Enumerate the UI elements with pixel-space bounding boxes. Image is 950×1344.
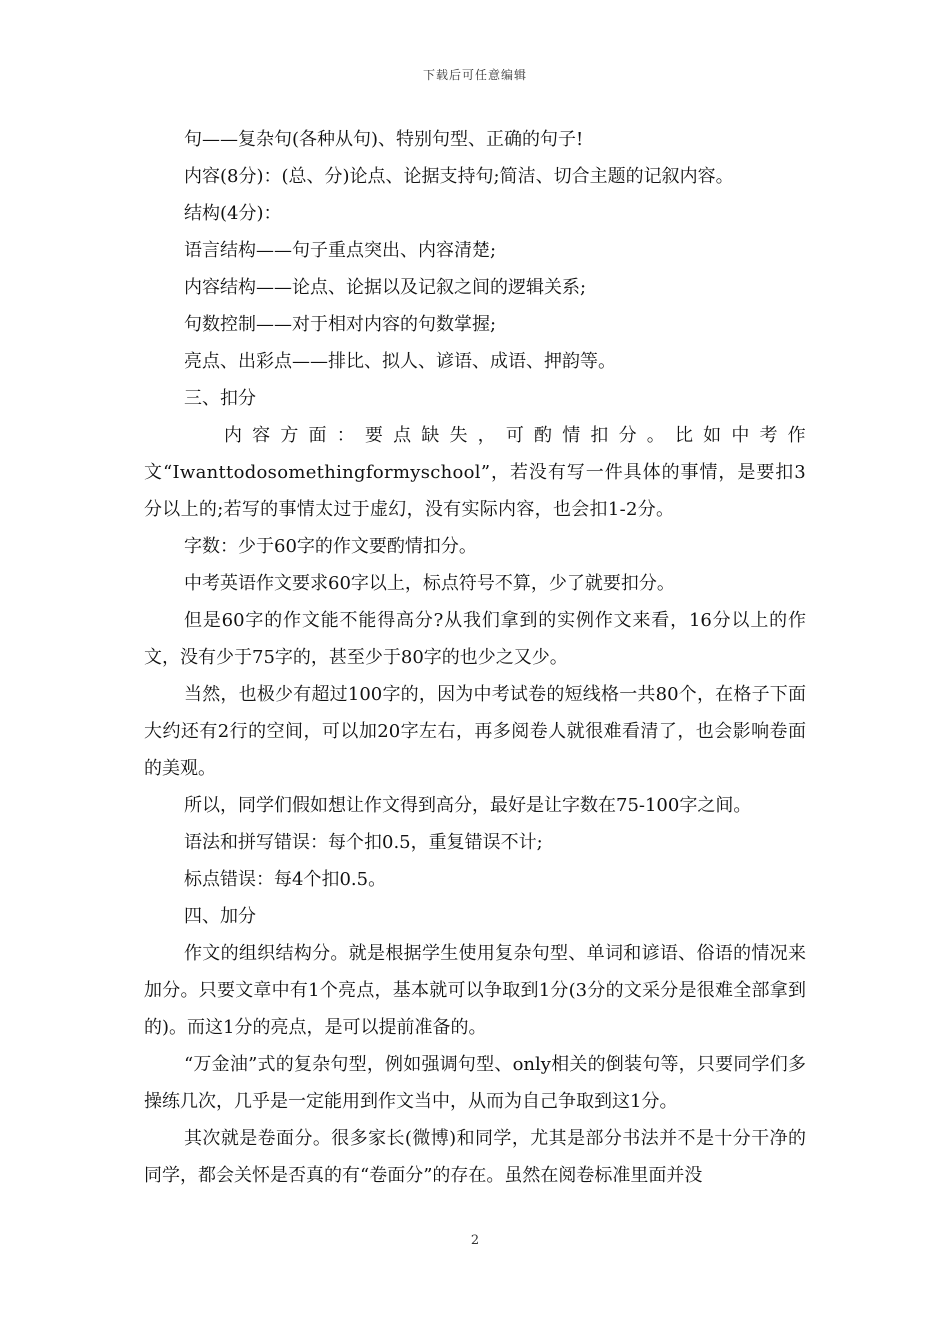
section-heading: 三、扣分	[184, 388, 256, 409]
paragraph: 语法和拼写错误：每个扣0.5，重复错误不计;	[184, 832, 543, 853]
paragraph: 作文的组织结构分。就是根据学生使用复杂句型、单词和谚语、俗语的情况来加分。只要文章中有1个亮点，基本就可以争取到1分(3分的文采分是很难全部拿到的)。而这1分的亮点，是可以提前准备的。	[144, 943, 806, 1038]
paragraph: 语言结构——句子重点突出、内容清楚;	[184, 240, 497, 261]
document-body	[144, 121, 806, 1194]
paragraph: 标点错误：每4个扣0.5。	[184, 869, 387, 890]
page-number: 2	[470, 1233, 480, 1248]
paragraph: 但是60字的作文能不能得高分?从我们拿到的实例作文来看，16分以上的作文，没有少于75字的，甚至少于80字的也少之又少。	[144, 610, 806, 668]
paragraph: 句——复杂句(各种从句)、特别句型、正确的句子!	[184, 129, 584, 150]
paragraph: 所以，同学们假如想让作文得到高分，最好是让字数在75-100字之间。	[184, 795, 752, 816]
paragraph: 当然，也极少有超过100字的，因为中考试卷的短线格一共80个，在格子下面大约还有2行的空间，可以加20字左右，再多阅卷人就很难看清了，也会影响卷面的美观。	[144, 684, 806, 779]
paragraph: 其次就是卷面分。很多家长(微博)和同学，尤其是部分书法并不是十分干净的同学，都会关怀是否真的有“卷面分”的存在。虽然在阅卷标准里面并没	[144, 1128, 806, 1186]
paragraph: 结构(4分)：	[184, 203, 282, 224]
paragraph: “万金油”式的复杂句型，例如强调句型、only相关的倒装句等，只要同学们多操练几次，几乎是一定能用到作文当中，从而为自己争取到这1分。	[144, 1054, 806, 1112]
paragraph: 字数：少于60字的作文要酌情扣分。	[184, 536, 477, 557]
paragraph: 内容(8分)：(总、分)论点、论据支持句;简洁、切合主题的记叙内容。	[184, 166, 734, 187]
page-header: 下载后可任意编辑	[422, 68, 527, 82]
paragraph: 内容结构——论点、论据以及记叙之间的逻辑关系;	[184, 277, 587, 298]
section-heading: 四、加分	[184, 906, 256, 927]
paragraph: 句数控制——对于相对内容的句数掌握;	[184, 314, 497, 335]
paragraph: 中考英语作文要求60字以上，标点符号不算，少了就要扣分。	[184, 573, 675, 594]
paragraph: 亮点、出彩点——排比、拟人、谚语、成语、押韵等。	[184, 351, 616, 372]
paragraph: 内容方面：要点缺失，可酌情扣分。比如中考作文“Iwanttodosomethingformyschool”，若没有写一件具体的事情，是要扣3分以上的;若写的事情太过于虚幻，没有实际内容，也会扣1-2分。	[144, 425, 806, 520]
